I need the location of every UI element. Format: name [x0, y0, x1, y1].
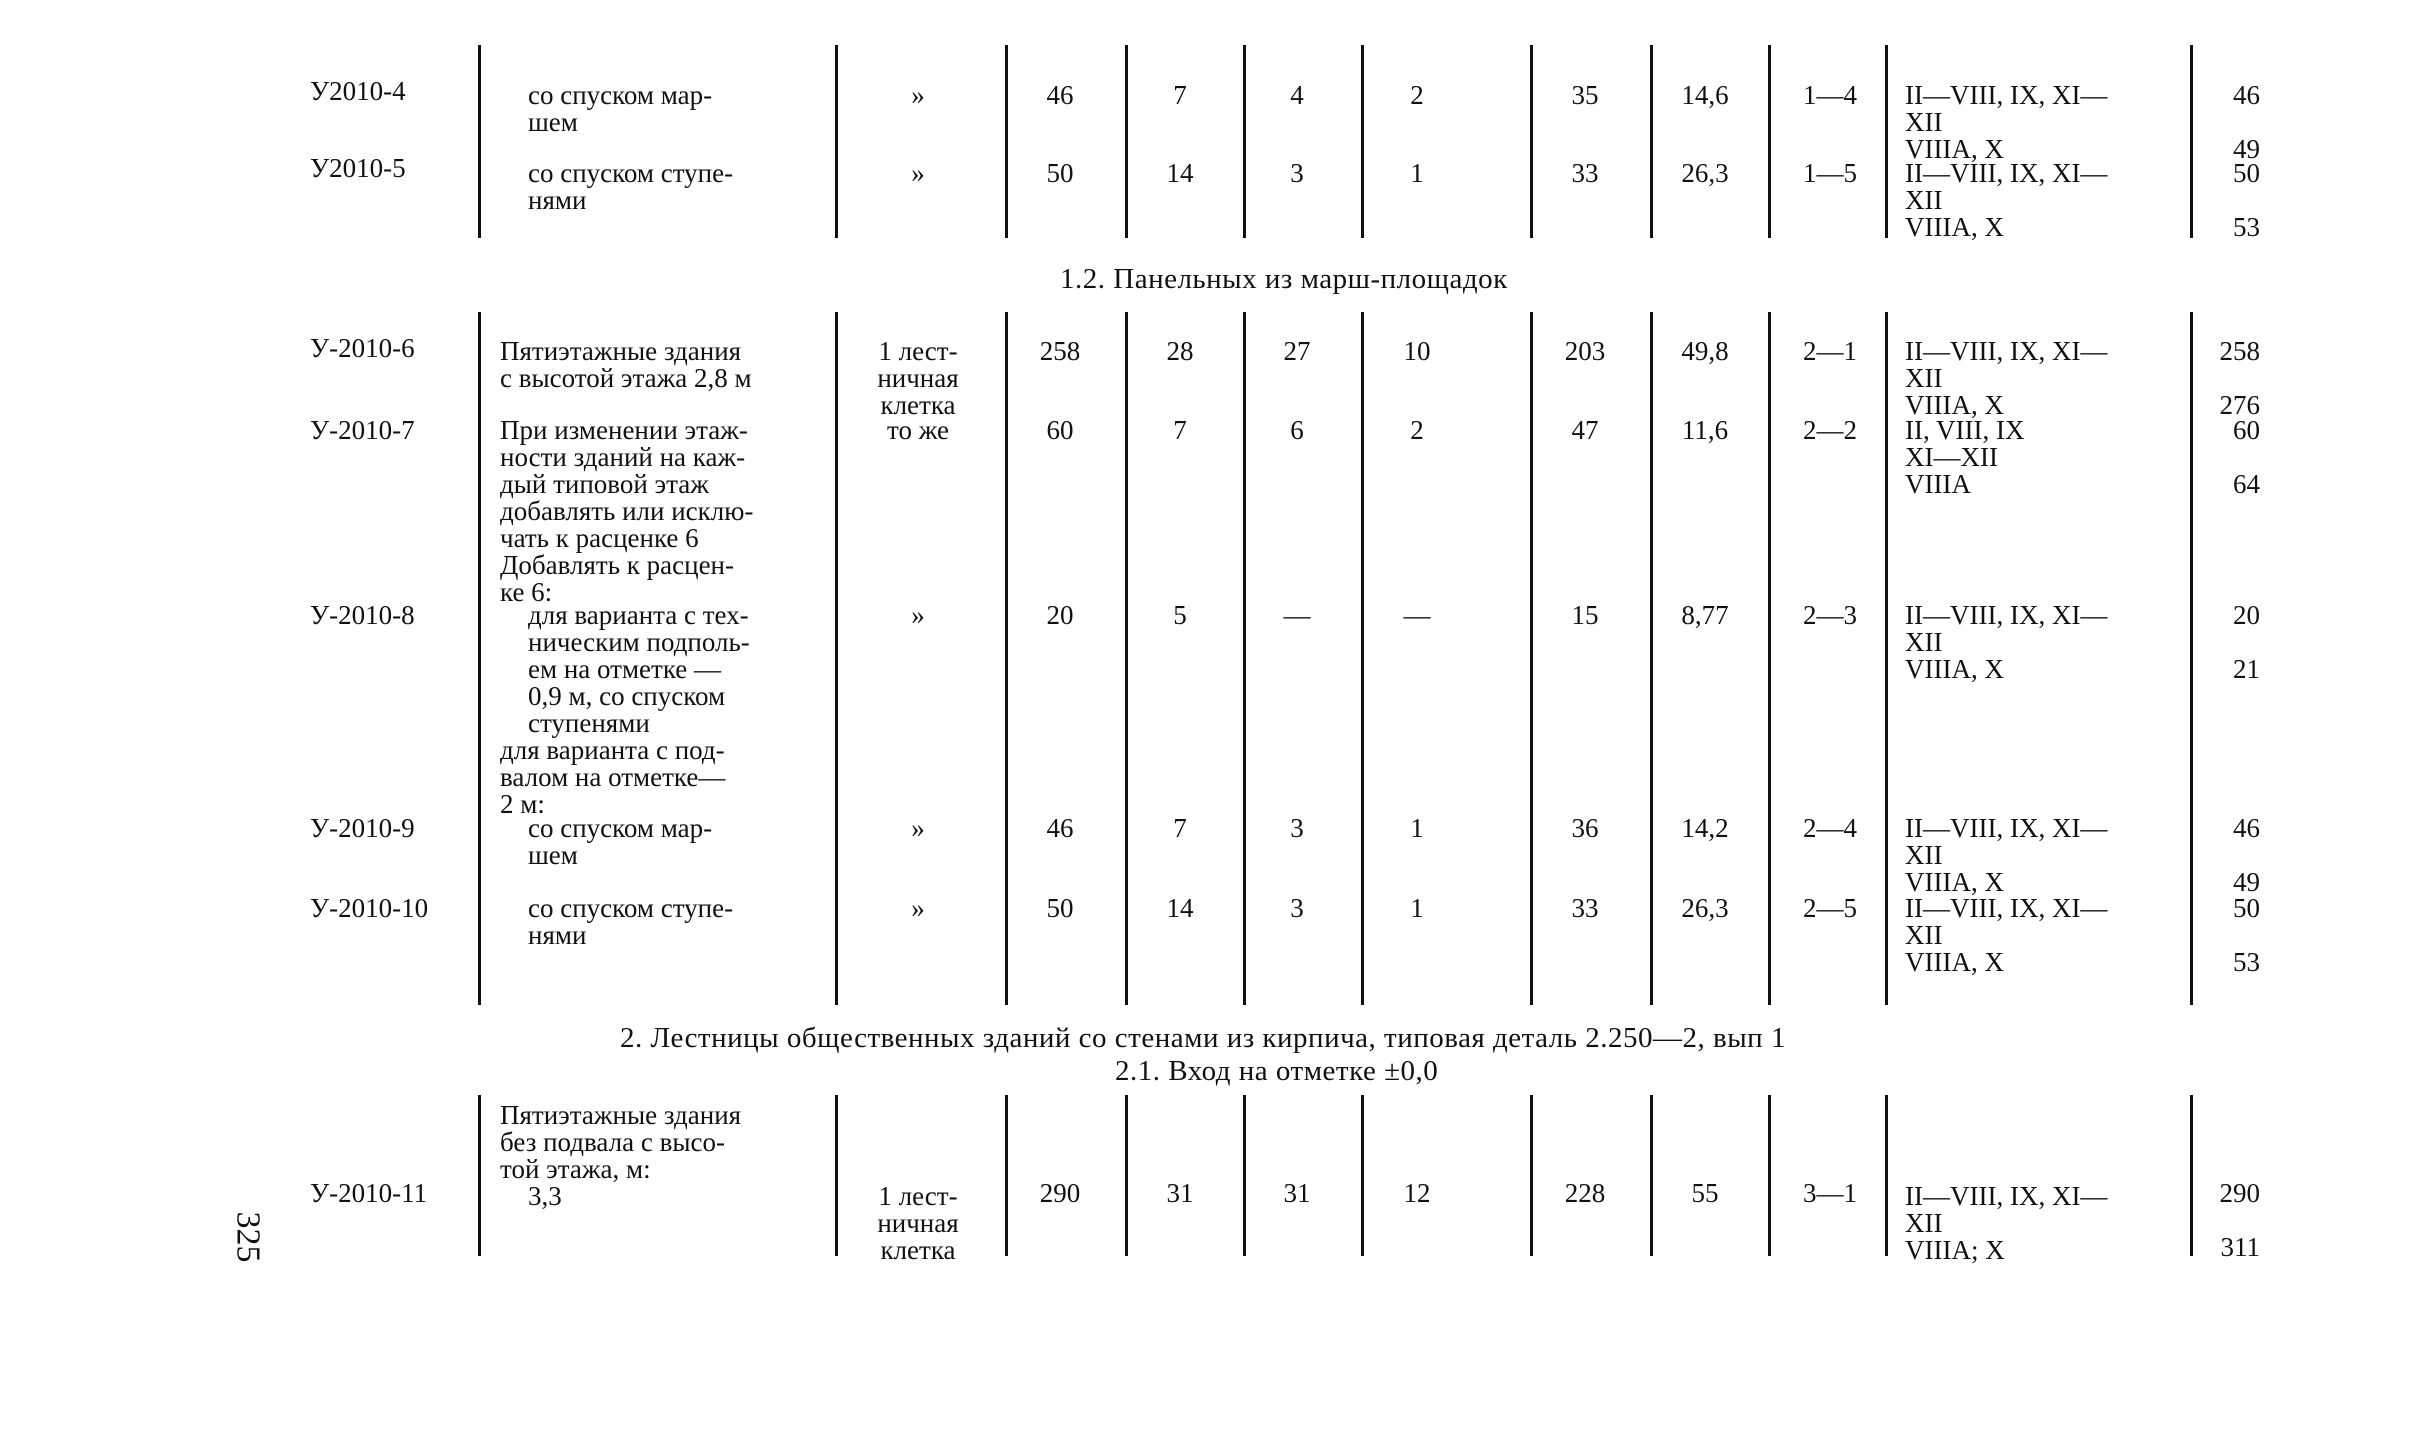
table-rule — [1125, 45, 1128, 238]
table-rule — [1885, 45, 1888, 238]
row-zone-line: II—VIII, IX, XI— — [1905, 158, 2108, 188]
table-rule — [1650, 1095, 1653, 1256]
table-rule — [1005, 1095, 1008, 1256]
row-value-c6: 49,8 — [1681, 336, 1729, 366]
row-unit-line: клетка — [880, 1235, 956, 1265]
row-total-primary: 258 — [2219, 336, 2260, 366]
table-rule — [1885, 1095, 1888, 1256]
row-total-primary: 60 — [2233, 415, 2260, 445]
row-reference: 2—3 — [1803, 600, 1857, 630]
row-description-line: с высотой этажа 2,8 м — [500, 363, 752, 393]
row-unit-line: клетка — [880, 390, 956, 420]
row-value-c3: 3 — [1290, 893, 1304, 923]
row-value-c3: — — [1283, 600, 1311, 630]
row-zone-line: XII — [1905, 840, 1943, 870]
row-value-c5: 15 — [1571, 600, 1599, 630]
row-description-line: валом на отметке— — [500, 762, 726, 792]
section-caption-2: 2. Лестницы общественных зданий со стенами из кирпича, типовая деталь 2.250—2, вып 1 — [620, 1022, 1786, 1054]
row-zone-line: XII — [1905, 920, 1943, 950]
row-value-c2: 14 — [1166, 158, 1194, 188]
table-rule — [1768, 1095, 1771, 1256]
row-unit-line: ничная — [877, 363, 959, 393]
row-zone-line: II, VIII, IX — [1905, 415, 2025, 445]
row-total-secondary: 49 — [2233, 867, 2260, 897]
row-description-line: со спуском мар- — [528, 813, 713, 843]
row-description-line: ступенями — [528, 708, 650, 738]
table-rule — [478, 45, 481, 238]
row-value-c6: 26,3 — [1681, 158, 1729, 188]
row-reference: 3—1 — [1803, 1178, 1857, 1208]
table-rule — [478, 1095, 481, 1256]
row-description-line: 2 м: — [500, 789, 545, 819]
row-zone-line: II—VIII, IX, XI— — [1905, 893, 2108, 923]
row-description-line: ем на отметке — — [528, 654, 721, 684]
row-zone-line: VIIIA — [1905, 469, 1971, 499]
table-rule — [478, 312, 481, 1005]
row-description-line: дый типовой этаж — [500, 469, 709, 499]
row-zone-line: XII — [1905, 185, 1943, 215]
row-value-c2: 7 — [1173, 415, 1187, 445]
row-value-c3: 31 — [1283, 1178, 1311, 1208]
row-zone-line: II—VIII, IX, XI— — [1905, 600, 2108, 630]
row-total-primary: 50 — [2233, 158, 2260, 188]
table-rule — [1530, 45, 1533, 238]
row-total-secondary: 49 — [2233, 134, 2260, 164]
table-rule — [1125, 312, 1128, 1005]
row-reference: 1—4 — [1803, 80, 1857, 110]
row-description-line: ке 6: — [500, 577, 553, 607]
row-zone-line: XII — [1905, 107, 1943, 137]
row-zone-line: VIIIA, X — [1905, 390, 2004, 420]
row-zone-line: VIIIA, X — [1905, 867, 2004, 897]
section-caption-2-1: 2.1. Вход на отметке ±0,0 — [1115, 1055, 1439, 1087]
row-value-c4: 2 — [1410, 415, 1424, 445]
row-description-line: со спуском ступе- — [528, 893, 734, 923]
table-rule — [1243, 45, 1246, 238]
row-description-line: Добавлять к расцен- — [500, 550, 734, 580]
row-description-line: Пятиэтажные здания — [500, 336, 742, 366]
row-zone-line: II—VIII, IX, XI— — [1905, 813, 2108, 843]
row-zone-line: VIIIA, X — [1905, 947, 2004, 977]
table-rule — [1243, 312, 1246, 1005]
row-value-c3: 3 — [1290, 158, 1304, 188]
row-value-c6: 26,3 — [1681, 893, 1729, 923]
row-zone-line: II—VIII, IX, XI— — [1905, 80, 2108, 110]
table-rule — [1768, 312, 1771, 1005]
table-rule — [1768, 45, 1771, 238]
row-unit: то же — [887, 415, 949, 445]
table-rule — [1650, 45, 1653, 238]
table-rule — [1361, 1095, 1364, 1256]
row-reference: 2—5 — [1803, 893, 1857, 923]
table-rule — [835, 1095, 838, 1256]
row-code: У-2010-11 — [310, 1178, 428, 1208]
table-rule — [1005, 312, 1008, 1005]
row-value-c1: 46 — [1046, 80, 1074, 110]
row-code: У-2010-10 — [310, 893, 429, 923]
row-total-secondary: 21 — [2233, 654, 2260, 684]
table-rule — [1125, 1095, 1128, 1256]
row-value-c4: 10 — [1403, 336, 1431, 366]
row-value-c1: 290 — [1039, 1178, 1081, 1208]
row-value-c4: 2 — [1410, 80, 1424, 110]
row-description-line: добавлять или исклю- — [500, 496, 754, 526]
row-value-c2: 7 — [1173, 80, 1187, 110]
row-value-c3: 27 — [1283, 336, 1311, 366]
row-description-line: нями — [528, 185, 587, 215]
row-value-c5: 36 — [1571, 813, 1599, 843]
row-value-c6: 14,6 — [1681, 80, 1729, 110]
row-code: У2010-5 — [310, 153, 406, 183]
page-number: 325 — [229, 1211, 267, 1263]
row-description-line: для варианта с тех- — [528, 600, 749, 630]
row-total-primary: 50 — [2233, 893, 2260, 923]
row-reference: 2—4 — [1803, 813, 1857, 843]
row-value-c1: 20 — [1046, 600, 1074, 630]
table-rule — [835, 312, 838, 1005]
row-total-secondary: 276 — [2219, 390, 2260, 420]
row-description-line: ническим подполь- — [528, 627, 750, 657]
row-description-line: шем — [528, 107, 578, 137]
row-zone-line: II—VIII, IX, XI— — [1905, 1181, 2108, 1211]
row-unit: » — [911, 600, 925, 630]
row-value-c2: 7 — [1173, 813, 1187, 843]
row-total-secondary: 53 — [2233, 212, 2260, 242]
row-description-line: нями — [528, 920, 587, 950]
row-value-c2: 14 — [1166, 893, 1194, 923]
row-unit: » — [911, 813, 925, 843]
row-value-c5: 228 — [1564, 1178, 1606, 1208]
row-description-line: 0,9 м, со спуском — [528, 681, 726, 711]
row-total-secondary: 64 — [2233, 469, 2260, 499]
row-zone-line: XII — [1905, 627, 1943, 657]
row-value-c2: 28 — [1166, 336, 1194, 366]
row-value-c3: 4 — [1290, 80, 1304, 110]
row-unit-line: 1 лест- — [878, 1181, 958, 1211]
row-reference: 2—2 — [1803, 415, 1857, 445]
row-reference: 1—5 — [1803, 158, 1857, 188]
row-unit-line: ничная — [877, 1208, 959, 1238]
row-value-c4: 1 — [1410, 158, 1424, 188]
row-value-c4: — — [1403, 600, 1431, 630]
row-total-primary: 20 — [2233, 600, 2260, 630]
row-code: У-2010-8 — [310, 600, 415, 630]
row-description-line: для варианта с под- — [500, 735, 725, 765]
row-value-c4: 12 — [1403, 1178, 1431, 1208]
row-description-line: ности зданий на каж- — [500, 442, 746, 472]
row-total-primary: 46 — [2233, 80, 2260, 110]
row-value-c5: 33 — [1571, 893, 1599, 923]
row-unit-line: 1 лест- — [878, 336, 958, 366]
row-value-c6: 14,2 — [1681, 813, 1729, 843]
row-value-c6: 55 — [1691, 1178, 1719, 1208]
row-value-c6: 8,77 — [1681, 600, 1729, 630]
row-description-line: чать к расценке 6 — [500, 523, 699, 553]
table-rule — [1530, 1095, 1533, 1256]
row-total-primary: 46 — [2233, 813, 2260, 843]
row-description-line: со спуском мар- — [528, 80, 713, 110]
row-reference: 2—1 — [1803, 336, 1857, 366]
row-unit: » — [911, 893, 925, 923]
row-description-line: со спуском ступе- — [528, 158, 734, 188]
row-code: У-2010-9 — [310, 813, 415, 843]
table-rule — [2190, 45, 2193, 238]
table-rule — [2190, 312, 2193, 1005]
row-value-c5: 35 — [1571, 80, 1599, 110]
row-description-line: шем — [528, 840, 578, 870]
row-description-line: 3,3 — [528, 1181, 562, 1211]
row-zone-line: VIIIA, X — [1905, 134, 2004, 164]
row-value-c3: 6 — [1290, 415, 1304, 445]
row-zone-line: VIIIA, X — [1905, 212, 2004, 242]
row-value-c2: 5 — [1173, 600, 1187, 630]
row-code: У2010-4 — [310, 76, 406, 106]
table-rule — [1005, 45, 1008, 238]
row-total-secondary: 311 — [2220, 1232, 2260, 1262]
row-value-c4: 1 — [1410, 813, 1424, 843]
table-rule — [1361, 312, 1364, 1005]
row-value-c1: 50 — [1046, 893, 1074, 923]
row-zone-line: XII — [1905, 1208, 1943, 1238]
row-description-line: той этажа, м: — [500, 1154, 651, 1184]
row-value-c1: 60 — [1046, 415, 1074, 445]
row-value-c3: 3 — [1290, 813, 1304, 843]
row-value-c5: 33 — [1571, 158, 1599, 188]
row-value-c1: 50 — [1046, 158, 1074, 188]
row-zone-line: XII — [1905, 363, 1943, 393]
table-rule — [1885, 312, 1888, 1005]
row-value-c4: 1 — [1410, 893, 1424, 923]
row-description-line: Пятиэтажные здания — [500, 1100, 742, 1130]
row-zone-line: VIIIA; X — [1905, 1235, 2005, 1265]
row-value-c1: 46 — [1046, 813, 1074, 843]
table-rule — [1650, 312, 1653, 1005]
row-value-c1: 258 — [1039, 336, 1081, 366]
table-rule — [1243, 1095, 1246, 1256]
row-value-c5: 47 — [1571, 415, 1599, 445]
table-rule — [1361, 45, 1364, 238]
row-total-primary: 290 — [2219, 1178, 2260, 1208]
row-zone-line: VIIIA, X — [1905, 654, 2004, 684]
row-code: У-2010-7 — [310, 415, 415, 445]
row-description-line: При изменении этаж- — [500, 415, 748, 445]
row-unit: » — [911, 80, 925, 110]
row-value-c2: 31 — [1166, 1178, 1194, 1208]
row-value-c5: 203 — [1564, 336, 1606, 366]
row-unit: » — [911, 158, 925, 188]
table-rule — [1530, 312, 1533, 1005]
row-total-secondary: 53 — [2233, 947, 2260, 977]
row-zone-line: II—VIII, IX, XI— — [1905, 336, 2108, 366]
table-rule — [835, 45, 838, 238]
row-code: У-2010-6 — [310, 333, 415, 363]
row-description-line: без подвала с высо- — [500, 1127, 725, 1157]
section-caption-1-2: 1.2. Панельных из марш-площадок — [1060, 263, 1508, 295]
row-zone-line: XI—XII — [1905, 442, 1998, 472]
row-value-c6: 11,6 — [1681, 415, 1729, 445]
table-rule — [2190, 1095, 2193, 1256]
